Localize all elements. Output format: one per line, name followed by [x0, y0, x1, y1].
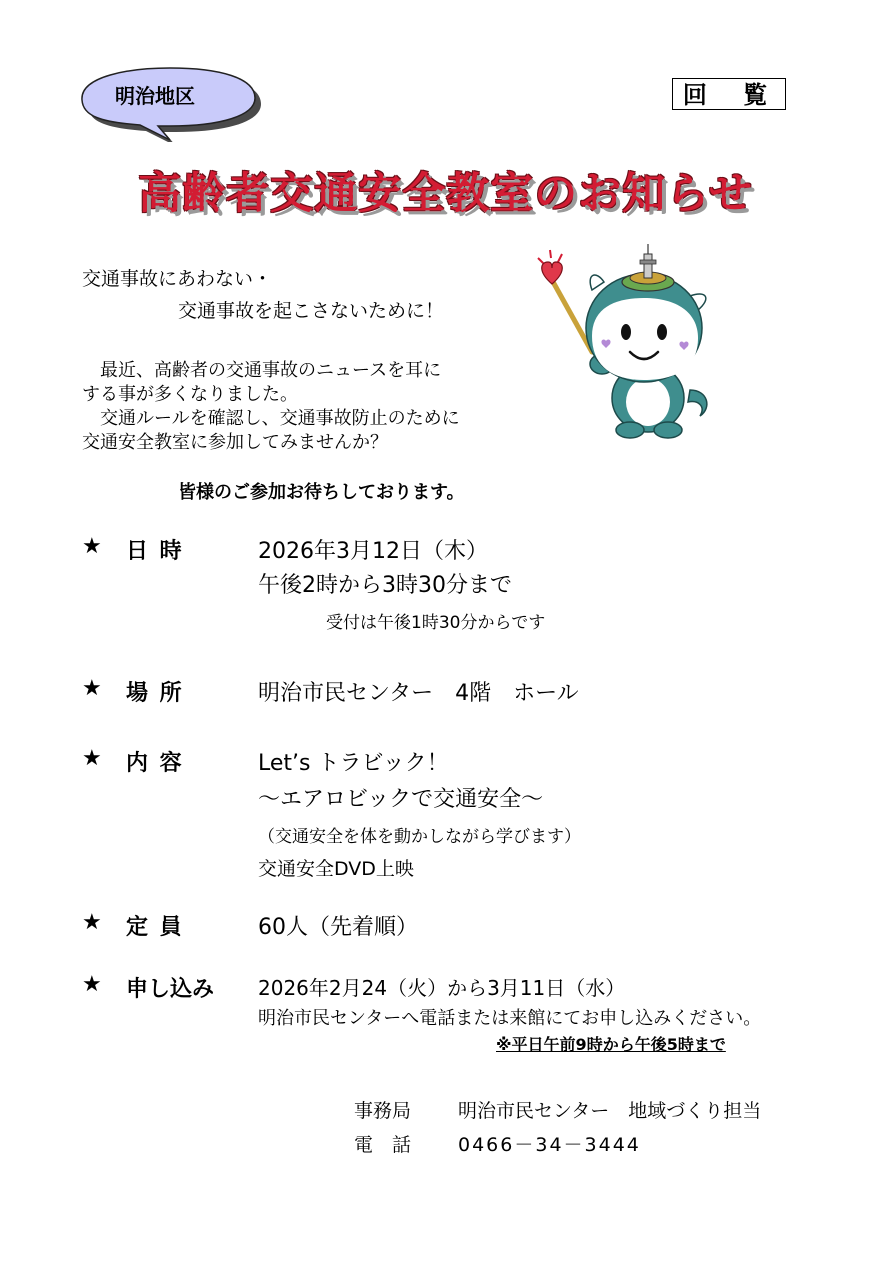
circulation-box: 回 覧 — [672, 78, 786, 110]
intro-body-1: 最近、高齢者の交通事故のニュースを耳に — [82, 360, 442, 381]
content-line-4: 交通安全DVD上映 — [258, 858, 414, 880]
office-name: 明治市民センター 地域づくり担当 — [458, 1100, 762, 1122]
page-title: 高齢者交通安全教室のお知らせ — [138, 169, 753, 219]
content-line-1: Let’s トラビック！ — [258, 751, 449, 776]
content-line-3: （交通安全を体を動かしながら学びます） — [258, 827, 581, 847]
apply-method: 明治市民センターへ電話または来館にてお申し込みください。 — [258, 1008, 762, 1029]
intro-body-3: 交通ルールを確認し、交通事故防止のために — [82, 408, 460, 429]
intro-body-2: する事が多くなりました。 — [82, 384, 298, 405]
apply-hours-note: ※平日午前9時から午後5時まで — [496, 1035, 726, 1054]
phone-number: 0466－34－3444 — [458, 1134, 641, 1156]
bullet-star-icon: ★ — [82, 676, 102, 701]
bullet-star-icon: ★ — [82, 534, 102, 559]
phone-label: 電 話 — [354, 1134, 412, 1156]
content-line-2: ～エアロビックで交通安全～ — [258, 787, 544, 812]
apply-label: 申し込み — [126, 977, 215, 1002]
bullet-star-icon: ★ — [82, 746, 102, 771]
district-label: 明治地区 — [115, 84, 195, 108]
mascot-illustration — [530, 240, 720, 440]
heart-icon — [542, 262, 563, 284]
intro-line-1: 交通事故にあわない・ — [82, 268, 273, 290]
welcome-message: 皆様のご参加お待ちしております。 — [178, 482, 465, 503]
datetime-label: 日 時 — [126, 539, 184, 564]
event-date: 2026年3月12日（木） — [258, 539, 488, 564]
reception-time: 受付は午後1時30分からです — [326, 613, 546, 633]
bullet-star-icon: ★ — [82, 972, 102, 997]
content-label: 内 容 — [126, 751, 184, 776]
office-label: 事務局 — [354, 1100, 412, 1122]
place-label: 場 所 — [126, 681, 184, 706]
intro-body-4: 交通安全教室に参加してみませんか？ — [82, 432, 388, 453]
event-time: 午後2時から3時30分まで — [258, 573, 512, 598]
apply-period: 2026年2月24（火）から3月11日（水） — [258, 976, 626, 1000]
intro-line-2: 交通事故を起こさないために！ — [178, 300, 445, 322]
capacity-value: 60人（先着順） — [258, 915, 418, 940]
bullet-star-icon: ★ — [82, 910, 102, 935]
capacity-label: 定 員 — [126, 915, 184, 940]
event-place: 明治市民センター 4階 ホール — [258, 681, 579, 706]
